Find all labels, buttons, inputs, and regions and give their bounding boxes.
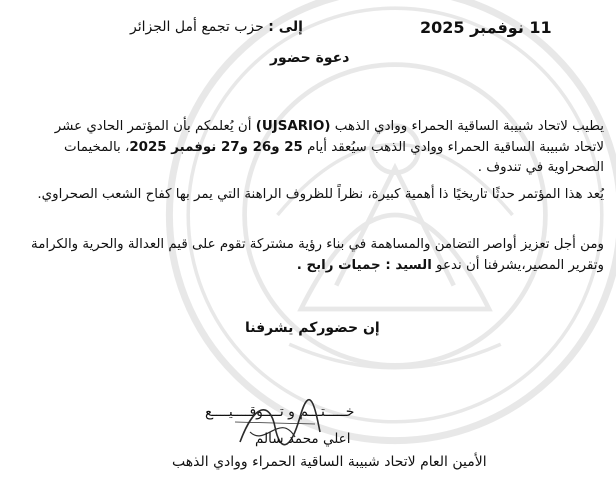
stamp-signature-label: خـــــتـــم و تــــوقــــيــــع	[205, 404, 355, 420]
org-acronym: (UJSARIO)	[255, 119, 331, 134]
closing-line: إن حضوركم يشرفنا	[245, 320, 380, 336]
invitee-name: السيد : جميات رابح .	[296, 257, 432, 273]
signatory-name: اعلي محمد سالم	[255, 431, 351, 447]
conference-dates: 25 و26 و27 نوفمبر 2025	[129, 139, 303, 155]
handwritten-signature-icon	[220, 392, 330, 462]
ujsario-seal-icon	[160, 0, 616, 450]
to-label: إلى :	[268, 19, 303, 35]
body-paragraph-3: ومن أجل تعزيز أواصر التضامن والمساهمة في بناء رؤية مشتركة تقوم على قيم العدالة والحرية والكرامة وتقرير المصير،يشرفنا أن ندعو السيد : جميات رابح .	[31, 237, 604, 273]
letter-date: 11 نوفمبر 2025	[420, 18, 552, 37]
recipient-name: حزب تجمع أمل الجزائر	[130, 19, 264, 35]
recipient-line	[130, 19, 303, 35]
body-paragraph-2: يُعد هذا المؤتمر حدثًا تاريخيًا ذا أهمية كبيرة، نظراً للظروف الراهنة التي يمر بها كفاح الشعب الصحراوي.	[37, 187, 604, 202]
letter-title: دعوة حضور	[270, 50, 350, 66]
signatory-position: الأمين العام لاتحاد شبيبة الساقية الحمراء ووادي الذهب	[172, 454, 487, 470]
body-paragraph-1: يطيب لاتحاد شبيبة الساقية الحمراء ووادي الذهب (UJSARIO) أن يُعلمكم بأن المؤتمر الحادي عشر لاتحاد شبيبة الساقية الحمراء ووادي الذهب سيُعقد أيام 25 و26 و27 نوفمبر 2025، بالمخيمات الصحراوية في تندوف .	[54, 119, 604, 175]
